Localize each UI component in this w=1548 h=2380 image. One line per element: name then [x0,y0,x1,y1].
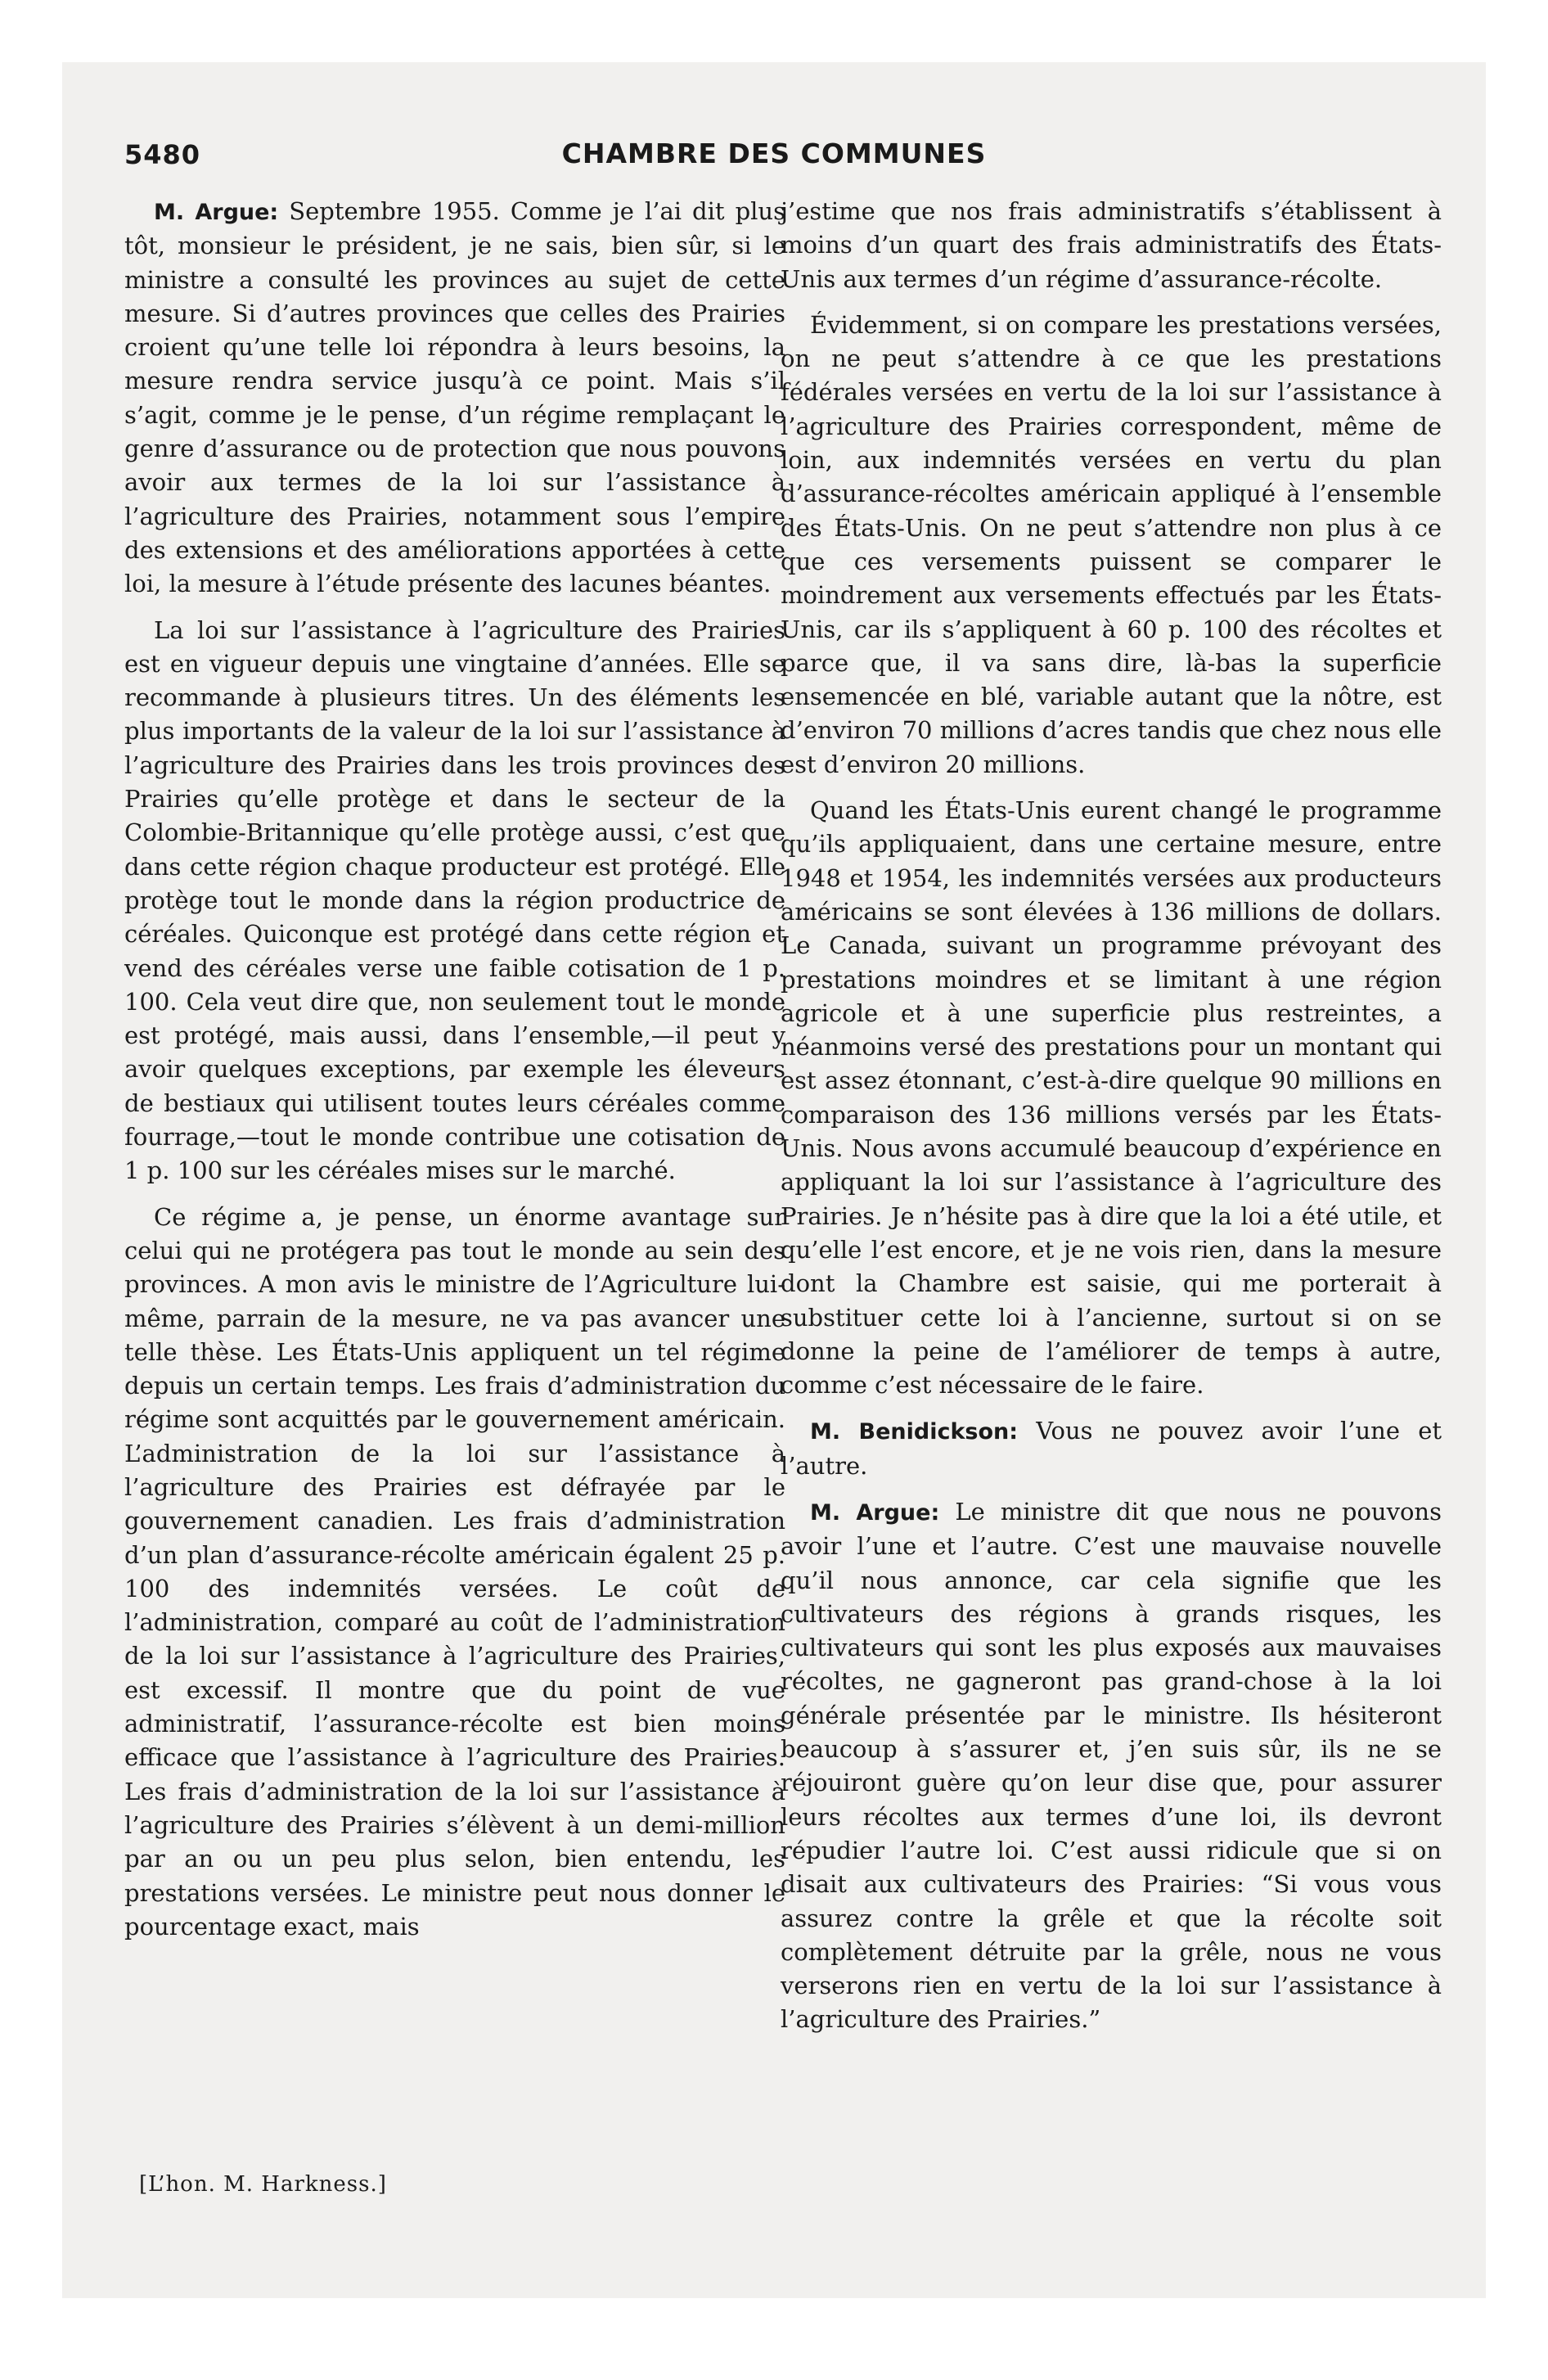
paragraph [781,1414,1442,1483]
paragraph-text: Quand les États-Unis eurent changé le programme qu’ils appliquaient, dans une certaine mesure, entre 1948 et 1954, les indemnités versées aux producteurs américains se sont élevées à 136 millions de dollars. Le Canada, suivant un programme prévoyant des prestations moindres et se limitant à une région agricole et à une superficie plus restreintes, a néanmoins versé des prestations pour un montant qui est assez étonnant, c’est-à-dire quelque 90 millions en comparaison des 136 millions versés par les États-Unis. Nous avons accumulé beaucoup d’expérience en appliquant la loi sur l’assistance à l’agriculture des Prairies. Je n’hésite pas à dire que la loi a été utile, et qu’elle l’est encore, et je ne vois rien, dans la mesure dont la Chambre est saisie, qui me porterait à substituer cette loi à l’ancienne, surtout si on se donne la peine de l’améliorer de temps à autre, comme c’est nécessaire de le faire. [781,796,1442,1400]
paragraph-text: j’estime que nos frais administratifs s’établissent à moins d’un quart des frais administratifs des États-Unis aux termes d’un régime d’assurance-récolte. [781,197,1442,293]
paragraph [781,309,1442,782]
speaker-name: M. Benidickson: [810,1419,1019,1445]
page-number: 5480 [124,139,201,170]
paragraph-text: Vous ne pouvez avoir l’une et l’autre. [781,1417,1442,1480]
paragraph-text: Ce régime a, je pense, un énorme avantage sur celui qui ne protégera pas tout le monde au sein des provinces. A mon avis le ministre de l’Agriculture lui-même, parrain de la mesure, ne va pas avancer une telle thèse. Les États-Unis appliquent un tel régime depuis un certain temps. Les frais d’administration du régime sont acquittés par le gouvernement américain. L’administration de la loi sur l’assistance à l’agriculture des Prairies est défrayée par le gouvernement canadien. Les frais d’administration d’un plan d’assurance-récolte américain égalent 25 p. 100 des indemnités versées. Le coût de l’administration, comparé au coût de l’administration de la loi sur l’assistance à l’agriculture des Prairies, est excessif. Il montre que du point de vue administratif, l’assurance-récolte est bien moins efficace que l’assistance à l’agriculture des Prairies. Les frais d’administration de la loi sur l’assistance à l’agriculture des Prairies s’élèvent à un demi-million par an ou un peu plus selon, bien entendu, les prestations versées. Le ministre peut nous donner le pourcentage exact, mais [124,1202,785,1941]
page-title: CHAMBRE DES COMMUNES [561,137,987,169]
speaker-name: M. Argue: [810,1499,940,1526]
paragraph [124,614,785,1188]
footer-speaker-name: [L’hon. M. Harkness.] [139,2172,387,2197]
paragraph-text: Le ministre dit que nous ne pouvons avoir l’une et l’autre. C’est une mauvaise nouvelle qu’il nous annonce, car cela signifie que les cultivateurs des régions à grands risques, les cultivateurs qui sont les plus exposés aux mauvaises récoltes, ne gagneront pas grand-chose à la loi générale présentée par le ministre. Ils hésiteront beaucoup à s’assurer et, j’en suis sûr, ils ne se réjouiront guère qu’on leur dise que, pour assurer leurs récoltes aux termes d’une loi, ils devront répudier l’autre loi. C’est aussi ridicule que si on disait aux cultivateurs des Prairies: “Si vous vous assurez contre la grêle et que la récolte soit complètement détruite par la grêle, nous ne vous verserons rien en vertu de la loi sur l’assistance à l’agriculture des Prairies.” [781,1497,1442,2034]
paragraph [781,1495,1442,2037]
paragraph [781,794,1442,1402]
right-column [781,195,1442,2049]
left-column [124,195,785,1956]
paragraph [124,195,785,602]
paragraph [781,195,1442,296]
paragraph-text: Évidemment, si on compare les prestations versées, on ne peut s’attendre à ce que les prestations fédérales versées en vertu de la loi sur l’assistance à l’agriculture des Prairies correspondent, même de loin, aux indemnités versées en vertu du plan d’assurance-récoltes américain appliqué à l’ensemble des États-Unis. On ne peut s’attendre non plus à ce que ces versements puissent se comparer le moindrement aux versements effectués par les États-Unis, car ils s’appliquent à 60 p. 100 des récoltes et parce que, il va sans dire, là-bas la superficie ensemencée en blé, variable autant que la nôtre, est d’environ 70 millions d’acres tandis que chez nous elle est d’environ 20 millions. [781,310,1442,778]
paragraph [124,1201,785,1945]
speaker-name: M. Argue: [154,200,279,225]
paragraph-text: Septembre 1955. Comme je l’ai dit plus tôt, monsieur le président, je ne sais, bien sûr, si le ministre a consulté les provinces au sujet de cette mesure. Si d’autres provinces que celles des Prairies croient qu’une telle loi répondra à leurs besoins, la mesure rendra service jusqu’à ce point. Mais s’il s’agit, comme je le pense, d’un régime remplaçant le genre d’assurance ou de protection que nous pouvons avoir aux termes de la loi sur l’assistance à l’agriculture des Prairies, notamment sous l’empire des extensions et des améliorations apportées à cette loi, la mesure à l’étude présente des lacunes béantes. [124,197,785,598]
paragraph-text: La loi sur l’assistance à l’agriculture des Prairies est en vigueur depuis une vingtaine d’années. Elle se recommande à plusieurs titres. Un des éléments les plus importants de la valeur de la loi sur l’assistance à l’agriculture des Prairies dans les trois provinces des Prairies qu’elle protège et dans le secteur de la Colombie-Britannique qu’elle protège aussi, c’est que dans cette région chaque producteur est protégé. Elle protège tout le monde dans la région productrice de céréales. Quiconque est protégé dans cette région et vend des céréales verse une faible cotisation de 1 p. 100. Cela veut dire que, non seulement tout le monde est protégé, mais aussi, dans l’ensemble,—il peut y avoir quelques exceptions, par exemple les éleveurs de bestiaux qui utilisent toutes leurs céréales comme fourrage,—tout le monde contribue une cotisation de 1 p. 100 sur les céréales mises sur le marché. [124,615,785,1185]
